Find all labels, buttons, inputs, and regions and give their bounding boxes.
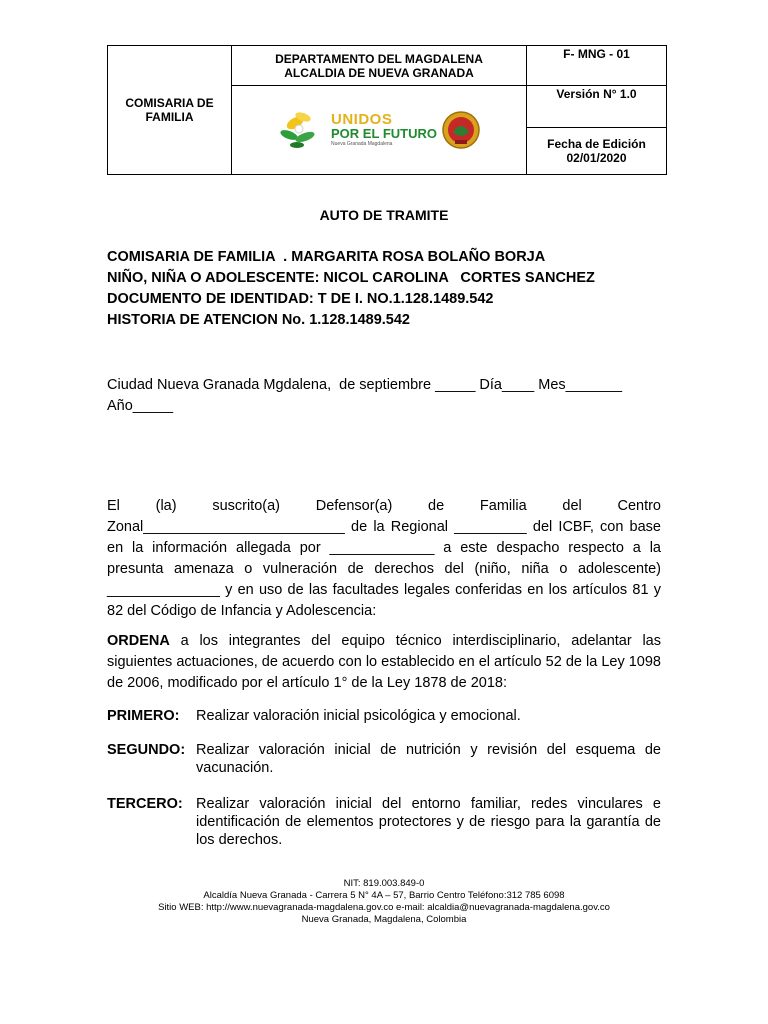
- municipal-shield-icon: [441, 110, 481, 150]
- flower-logo-icon: [277, 107, 327, 153]
- order-label: TERCERO:: [107, 796, 183, 812]
- year-text: Año_____: [107, 398, 174, 414]
- department-cell: [232, 46, 527, 86]
- ordena-label: ORDENA: [107, 633, 170, 649]
- minor-line: NIÑO, NIÑA O ADOLESCENTE: NICOL CAROLINA CORTES SANCHEZ: [107, 270, 595, 286]
- order-label: SEGUNDO:: [107, 742, 186, 758]
- edition-label: Fecha de Edición: [547, 137, 646, 151]
- order-item-third: [107, 795, 661, 849]
- order-item-first: [107, 707, 661, 725]
- ordena-text: a los integrantes del equipo técnico interdisciplinario, adelantar las siguientes actuaciones, de acuerdo con lo establecido en el artículo 52 de la Ley 1098 de 2006, modificado por el artículo 1° de la Ley 1878 de 2018:: [107, 633, 661, 691]
- municipality-name: ALCALDIA DE NUEVA GRANADA: [284, 65, 474, 80]
- campaign-logo: UNIDOS POR EL FUTURO Nueva Granada Magdalena: [331, 111, 437, 147]
- order-text: Realizar valoración inicial psicológica y emocional.: [196, 708, 521, 724]
- date-place-line: [107, 375, 661, 417]
- edition-cell: [527, 128, 667, 175]
- edition-date: 02/01/2020: [566, 151, 627, 165]
- order-text: Realizar valoración inicial de nutrición y revisión del esquema de vacunación.: [196, 742, 661, 776]
- ordena-paragraph: [107, 631, 661, 694]
- location-line: Nueva Granada, Magdalena, Colombia: [301, 914, 467, 925]
- entity-cell: [108, 46, 232, 175]
- order-label: PRIMERO:: [107, 708, 180, 724]
- nit-line: NIT: 819.003.849-0: [343, 878, 425, 889]
- id-document-line: DOCUMENTO DE IDENTIDAD: T DE I. NO.1.128.1489.542: [107, 291, 494, 307]
- web-contact-line: Sitio WEB: http://www.nuevagranada-magdalena.gov.co e-mail: alcaldia@nuevagranada-magdalena.gov.co: [158, 902, 610, 913]
- case-heading: [107, 247, 595, 331]
- logo-cell: [232, 86, 527, 175]
- defender-paragraph: El (la) suscrito(a) Defensor(a) de Familia del Centro Zonal_________________________ de la Regional _________ del ICBF, con base en la información allegada por _____________ a este despacho respecto a la presunta amenaza o vulneración de derechos del (niño, niña o adolescente) ______________ y en uso de las facultades legales conferidas en los artículos 81 y 82 del Código de Infancia y Adolescencia:: [107, 498, 661, 619]
- page-footer: [0, 878, 768, 926]
- entity-name: COMISARIA DE FAMILIA: [125, 96, 214, 124]
- address-line: Alcaldía Nueva Granada - Carrera 5 N° 4A – 57, Barrio Centro Teléfono:312 785 6098: [203, 890, 565, 901]
- case-history-line: HISTORIA DE ATENCION No. 1.128.1489.542: [107, 312, 410, 328]
- document-title: AUTO DE TRAMITE: [319, 207, 449, 223]
- department-name: DEPARTAMENTO DEL MAGDALENA: [275, 51, 483, 66]
- version-label: Versión N° 1.0: [556, 87, 637, 101]
- version-cell: [527, 86, 667, 128]
- document-header-table: [107, 45, 667, 175]
- order-item-second: [107, 741, 661, 777]
- order-text: Realizar valoración inicial del entorno familiar, redes vinculares e identificación de elementos protectores y de riesgo para la garantía de los derechos.: [196, 796, 661, 848]
- city-date-text: Ciudad Nueva Granada Mgdalena, de septiembre _____ Día____ Mes_______: [107, 377, 623, 393]
- form-code: F- MNG - 01: [527, 46, 667, 86]
- commissioner-line: COMISARIA DE FAMILIA . MARGARITA ROSA BOLAÑO BORJA: [107, 249, 546, 265]
